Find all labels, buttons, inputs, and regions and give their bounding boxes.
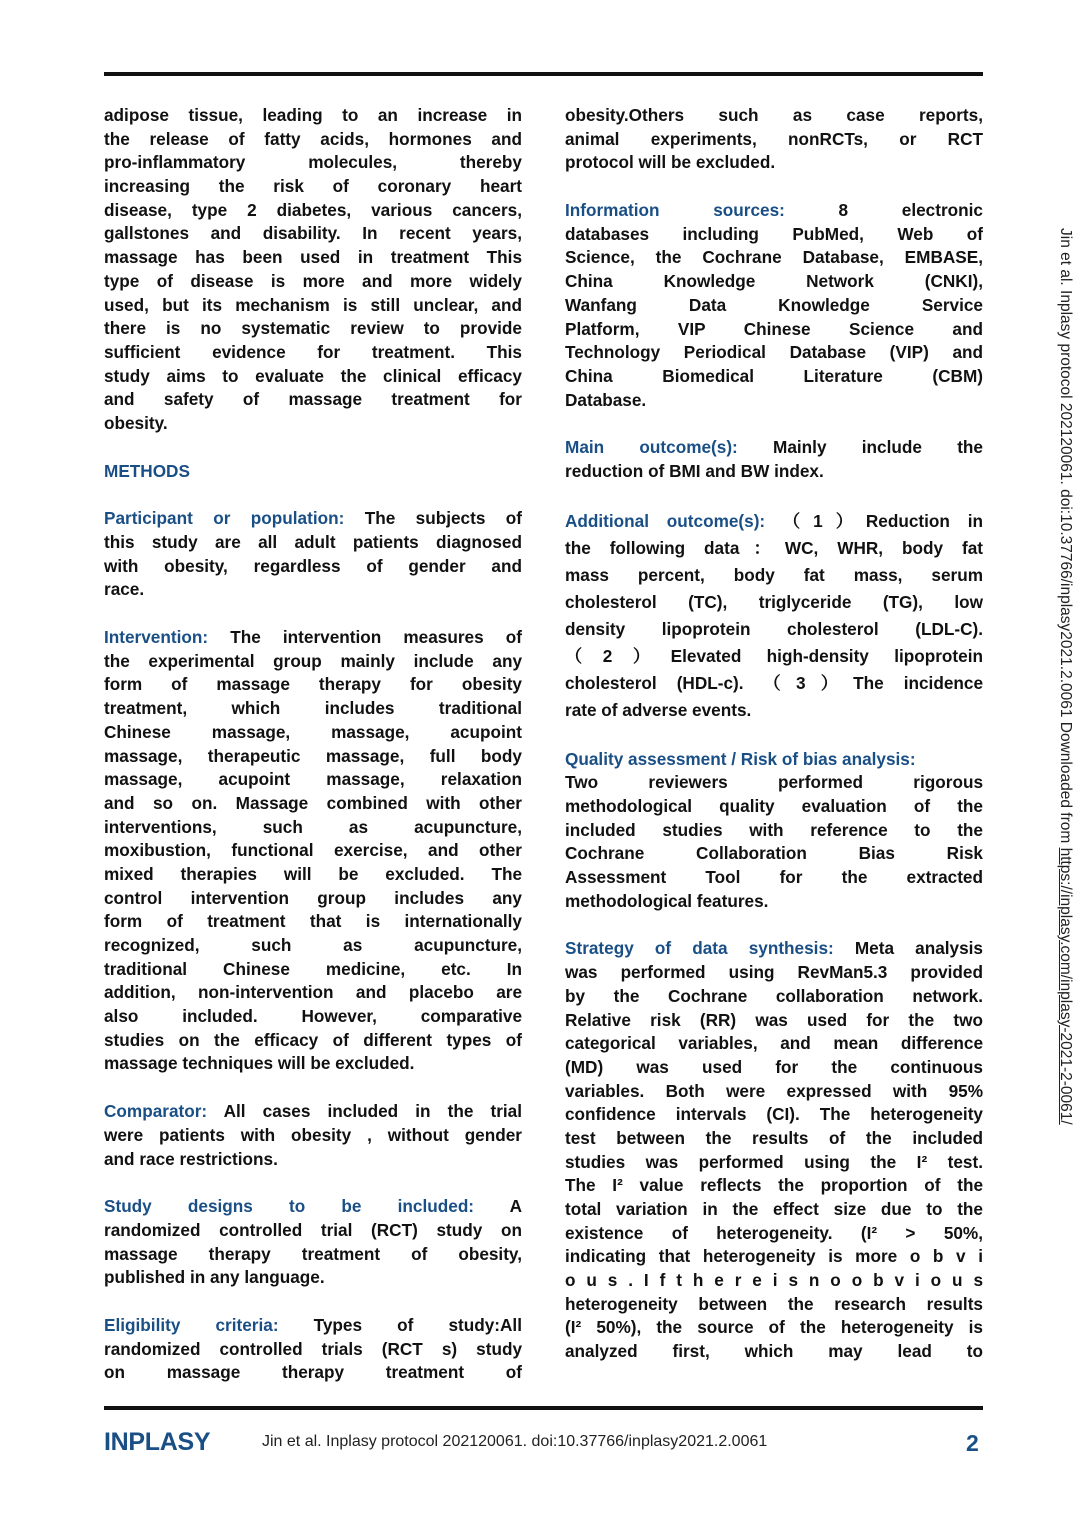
text-line: variables. Both were expressed with 95% bbox=[565, 1080, 983, 1101]
text-line: China Knowledge Network (CNKI), bbox=[565, 271, 983, 292]
text-line: obesity. bbox=[104, 412, 168, 433]
text-line: existence of heterogeneity. (I² > 50%, bbox=[565, 1222, 983, 1243]
text-line: recognized, such as acupuncture, bbox=[104, 935, 522, 956]
text-line: with obesity, regardless of gender and bbox=[104, 555, 522, 576]
text-line: the release of fatty acids, hormones and bbox=[104, 128, 522, 149]
footer-citation: Jin et al. Inplasy protocol 202120061. doi:10.37766/inplasy2021.2.0061 bbox=[262, 1433, 768, 1450]
methods-title: METHODS bbox=[104, 460, 190, 481]
section-heading: Eligibility criteria: bbox=[104, 1314, 279, 1335]
text-line: Cochrane Collaboration Bias Risk bbox=[565, 843, 983, 864]
side-download-note bbox=[1052, 228, 1076, 1278]
text-line: Assessment Tool for the extracted bbox=[565, 867, 983, 888]
section-heading: Strategy of data synthesis: bbox=[565, 938, 834, 959]
section-heading: Study designs to be included: bbox=[104, 1196, 475, 1217]
text-line: Technology Periodical Database (VIP) and bbox=[565, 342, 983, 363]
participant-section bbox=[104, 507, 522, 602]
text-line: race. bbox=[104, 579, 145, 600]
text-line: randomized controlled trial (RCT) study on bbox=[104, 1219, 522, 1240]
text-line: o u s . I f t h e r e i s n o o b v i o u s bbox=[565, 1270, 983, 1291]
text-line: studies was performed using the I² test. bbox=[565, 1151, 983, 1172]
page-number: 2 bbox=[966, 1430, 979, 1456]
section-body-start: A bbox=[474, 1196, 522, 1217]
section-body-start: The subjects of bbox=[344, 508, 522, 529]
section-heading: Comparator: bbox=[104, 1101, 208, 1122]
text-line: （2）Elevated high-density lipoprotein bbox=[565, 645, 983, 666]
text-line: methodological quality evaluation of the bbox=[565, 796, 983, 816]
text-line: indicating that heterogeneity is more o b v i bbox=[565, 1246, 983, 1267]
right-column bbox=[565, 104, 983, 1388]
text-line: form of treatment that is internationally bbox=[104, 911, 522, 932]
text-line: treatment, which includes traditional bbox=[104, 698, 522, 719]
text-line: on massage therapy treatment of bbox=[104, 1362, 522, 1383]
side-note-text: Jin et al. Inplasy protocol 202120061. doi:10.37766/inplasy2021.2.0061 Downloaded from bbox=[1057, 228, 1074, 848]
section-body-start: Meta analysis bbox=[833, 938, 983, 959]
text-line: used, but its mechanism is still unclear, and bbox=[104, 294, 522, 315]
text-line: massage techniques will be excluded. bbox=[104, 1053, 415, 1074]
eligibility-section bbox=[104, 1314, 522, 1385]
text-line: the following data：WC, WHR, body fat bbox=[565, 537, 983, 558]
intervention-section bbox=[104, 626, 522, 1076]
section-heading-line bbox=[104, 1314, 522, 1338]
inplasy-logo: INPLASY bbox=[104, 1428, 211, 1456]
text-line: methodological features. bbox=[565, 890, 769, 911]
section-heading-line bbox=[104, 626, 522, 650]
text-line: The I² value reflects the proportion of the bbox=[565, 1175, 983, 1196]
text-line: were patients with obesity , without gender bbox=[104, 1124, 522, 1145]
text-line: Two reviewers performed rigorous bbox=[565, 772, 983, 793]
side-note-link[interactable]: https://inplasy.com/inplasy-2021-2-0061/ bbox=[1057, 847, 1074, 1125]
study-designs-section bbox=[104, 1195, 522, 1290]
text-line: moxibustion, functional exercise, and other bbox=[104, 840, 522, 861]
text-line: form of massage therapy for obesity bbox=[104, 674, 522, 695]
text-line: Platform, VIP Chinese Science and bbox=[565, 318, 983, 339]
footer-rule bbox=[104, 1406, 983, 1410]
left-column bbox=[104, 104, 522, 1409]
section-body-start: All cases included in the trial bbox=[207, 1101, 522, 1122]
text-line: China Biomedical Literature (CBM) bbox=[565, 365, 983, 386]
text-line: cholesterol (TC), triglyceride (TG), low bbox=[565, 591, 983, 612]
section-heading-line bbox=[104, 1100, 522, 1124]
text-line: also included. However, comparative bbox=[104, 1006, 522, 1027]
text-line: pro-inflammatory molecules, thereby bbox=[104, 152, 522, 173]
text-line: and so on. Massage combined with other bbox=[104, 792, 522, 813]
text-line: cholesterol (HDL-c). （3）The incidence bbox=[565, 672, 983, 693]
text-line: test between the results of the included bbox=[565, 1127, 983, 1148]
text-line: there is no systematic review to provide bbox=[104, 318, 522, 339]
text-line: sufficient evidence for treatment. This bbox=[104, 341, 522, 362]
text-line: this study are all adult patients diagnosed bbox=[104, 532, 522, 553]
text-line: mixed therapies will be excluded. The bbox=[104, 863, 522, 884]
continuation-paragraph bbox=[565, 104, 983, 175]
text-line: Relative risk (RR) was used for the two bbox=[565, 1009, 983, 1030]
text-line: increasing the risk of coronary heart bbox=[104, 176, 522, 197]
text-line: Database. bbox=[565, 389, 647, 410]
section-heading: Main outcome(s): bbox=[565, 437, 738, 458]
additional-outcomes-section bbox=[565, 508, 983, 724]
text-line: the experimental group mainly include any bbox=[104, 650, 522, 671]
text-line: massage therapy treatment of obesity, bbox=[104, 1243, 522, 1264]
section-heading: Additional outcome(s): bbox=[565, 510, 766, 531]
text-line: interventions, such as acupuncture, bbox=[104, 816, 522, 837]
text-line: massage, acupoint massage, relaxation bbox=[104, 769, 522, 790]
data-synthesis-section bbox=[565, 937, 983, 1363]
header-rule bbox=[104, 72, 983, 76]
text-line: gallstones and disability. In recent years, bbox=[104, 223, 522, 244]
text-line: Wanfang Data Knowledge Service bbox=[565, 294, 983, 315]
section-heading: Intervention: bbox=[104, 627, 209, 648]
text-line: (MD) was used for the continuous bbox=[565, 1056, 983, 1077]
text-line: density lipoprotein cholesterol (LDL-C). bbox=[565, 618, 983, 639]
text-line: control intervention group includes any bbox=[104, 887, 522, 908]
section-heading-line bbox=[565, 436, 983, 460]
section-heading-line bbox=[104, 507, 522, 531]
text-line: rate of adverse events. bbox=[565, 699, 752, 720]
text-line: databases including PubMed, Web of bbox=[565, 223, 983, 244]
section-body-start: The intervention measures of bbox=[208, 627, 522, 648]
section-heading-line bbox=[104, 1195, 522, 1219]
text-line: analyzed first, which may lead to bbox=[565, 1341, 983, 1362]
text-line: addition, non-intervention and placebo are bbox=[104, 982, 522, 1003]
text-line: massage, therapeutic massage, full body bbox=[104, 745, 522, 766]
text-line: protocol will be excluded. bbox=[565, 152, 776, 173]
text-line: by the Cochrane collaboration network. bbox=[565, 985, 983, 1006]
quality-assessment-section bbox=[565, 748, 983, 914]
text-line: obesity.Others such as case reports, bbox=[565, 105, 983, 125]
information-sources-section bbox=[565, 199, 983, 412]
main-outcomes-section bbox=[565, 436, 983, 483]
text-line: and race restrictions. bbox=[104, 1148, 278, 1169]
section-body-start: Mainly include the bbox=[737, 437, 983, 458]
text-line: was performed using RevMan5.3 provided bbox=[565, 962, 983, 983]
intro-paragraph bbox=[104, 104, 522, 436]
text-line: and safety of massage treatment for bbox=[104, 389, 522, 410]
section-body-start: （1）Reduction in bbox=[765, 510, 983, 531]
text-line: traditional Chinese medicine, etc. In bbox=[104, 958, 522, 979]
text-line: type of disease is more and more widely bbox=[104, 270, 522, 291]
text-line: randomized controlled trials (RCT s) study bbox=[104, 1338, 522, 1359]
section-heading: Information sources: bbox=[565, 200, 785, 221]
text-line: categorical variables, and mean difference bbox=[565, 1033, 983, 1054]
section-heading-line bbox=[565, 508, 983, 535]
text-line: mass percent, body fat mass, serum bbox=[565, 564, 983, 585]
text-line: Chinese massage, massage, acupoint bbox=[104, 721, 522, 742]
section-heading-line bbox=[565, 748, 983, 772]
text-line: confidence intervals (CI). The heterogeneity bbox=[565, 1104, 983, 1125]
text-line: reduction of BMI and BW index. bbox=[565, 460, 824, 481]
section-body-start: 8 electronic bbox=[784, 200, 983, 221]
text-line: Science, the Cochrane Database, EMBASE, bbox=[565, 247, 983, 268]
text-line: (I² 50%), the source of the heterogeneity is bbox=[565, 1317, 983, 1338]
section-body-start: Types of study:All bbox=[278, 1314, 522, 1335]
text-line: published in any language. bbox=[104, 1267, 325, 1288]
text-line: total variation in the effect size due to the bbox=[565, 1199, 983, 1219]
text-line: adipose tissue, leading to an increase in bbox=[104, 105, 522, 125]
text-line: massage has been used in treatment This bbox=[104, 247, 522, 268]
text-line: disease, type 2 diabetes, various cancers, bbox=[104, 199, 522, 220]
section-heading-line bbox=[565, 199, 983, 223]
text-line: heterogeneity between the research results bbox=[565, 1293, 983, 1314]
section-heading-line bbox=[565, 937, 983, 961]
comparator-section bbox=[104, 1100, 522, 1171]
text-line: studies on the efficacy of different types of bbox=[104, 1029, 522, 1050]
text-line: included studies with reference to the bbox=[565, 819, 983, 840]
text-line: study aims to evaluate the clinical efficacy bbox=[104, 365, 522, 386]
section-heading: Quality assessment / Risk of bias analysis: bbox=[565, 748, 916, 769]
section-heading: Participant or population: bbox=[104, 508, 345, 529]
text-line: animal experiments, nonRCTs, or RCT bbox=[565, 128, 983, 149]
